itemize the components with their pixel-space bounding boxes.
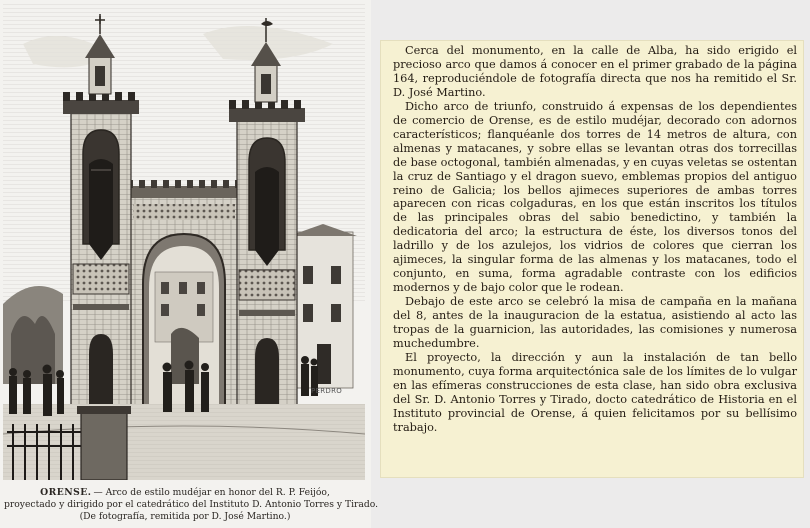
engraving-caption xyxy=(4,487,379,523)
article-paragraph: Cerca del monumento, en la calle de Alba, ha sido erigido el precioso arco que damos á conocer en el primer grabado de la página 164, reproduciéndole de fotografía directa que nos ha remitido el Sr. D. José Martino. xyxy=(393,44,797,99)
engraving-panel xyxy=(0,0,379,528)
caption-line-2: proyectado y dirigido por el catedrático del Instituto D. Antonio Torres y Tirado. xyxy=(4,499,379,510)
article-text xyxy=(393,44,797,435)
caption-line-3: (De fotografía, remitida por D. José Martino.) xyxy=(79,511,291,522)
engraving-illustration xyxy=(3,4,365,480)
caption-title: — Arco de estilo mudéjar en honor del R. P. Feijóo, xyxy=(93,487,330,498)
article-paragraph: Dicho arco de triunfo, construido á expensas de los dependientes de comercio de Orense, es de estilo mudéjar, decorado con adornos característicos; flanquéanle dos torres de 14 metros de altura, con almenas y matacanes, y sobre ellas se levantan otras dos torrecillas de base octogonal, también almenadas, y en cuyas veletas se ostentan la cruz de Santiago y el dragon suevo, emblemas propios del antiguo reino de Galicia; los bellos ajimeces superiores de ambas torres aparecen con ricas colgaduras, en los que están inscritos los títulos de las principales obras del sabio benedictino, y también la dedicatoria del arco; la estructura de éste, los diversos tonos del ladrillo y de los azulejos, los vidrios de colores que cierran los ajimeces, la singular forma de las almenas y los matacanes, todo el conjunto, en suma, forma agradable contraste con los edificios modernos y de bajo color que le rodean. xyxy=(393,99,797,295)
article-panel xyxy=(380,40,804,478)
article-paragraph: Debajo de este arco se celebró la misa de campaña en la mañana del 8, antes de la inauguracion de la estatua, asistiendo al acto las tropas de la guarnicion, las autoridades, las comisiones y numerosa muchedumbre. xyxy=(393,295,797,351)
article-paragraph: El proyecto, la dirección y aun la instalación de tan bello monumento, cuya forma arquitectónica sale de los límites de lo vulgar en las efímeras construcciones de esta clase, han sido obra exclusiva del Sr. D. Antonio Torres y Tirado, docto catedrático de Historia en el Instituto provincial de Orense, á quien felicitamos por su bellísimo trabajo. xyxy=(393,350,797,434)
caption-line-1 xyxy=(4,487,366,499)
engraver-signature: PERDRO xyxy=(311,387,343,395)
caption-city: ORENSE. xyxy=(40,487,92,498)
